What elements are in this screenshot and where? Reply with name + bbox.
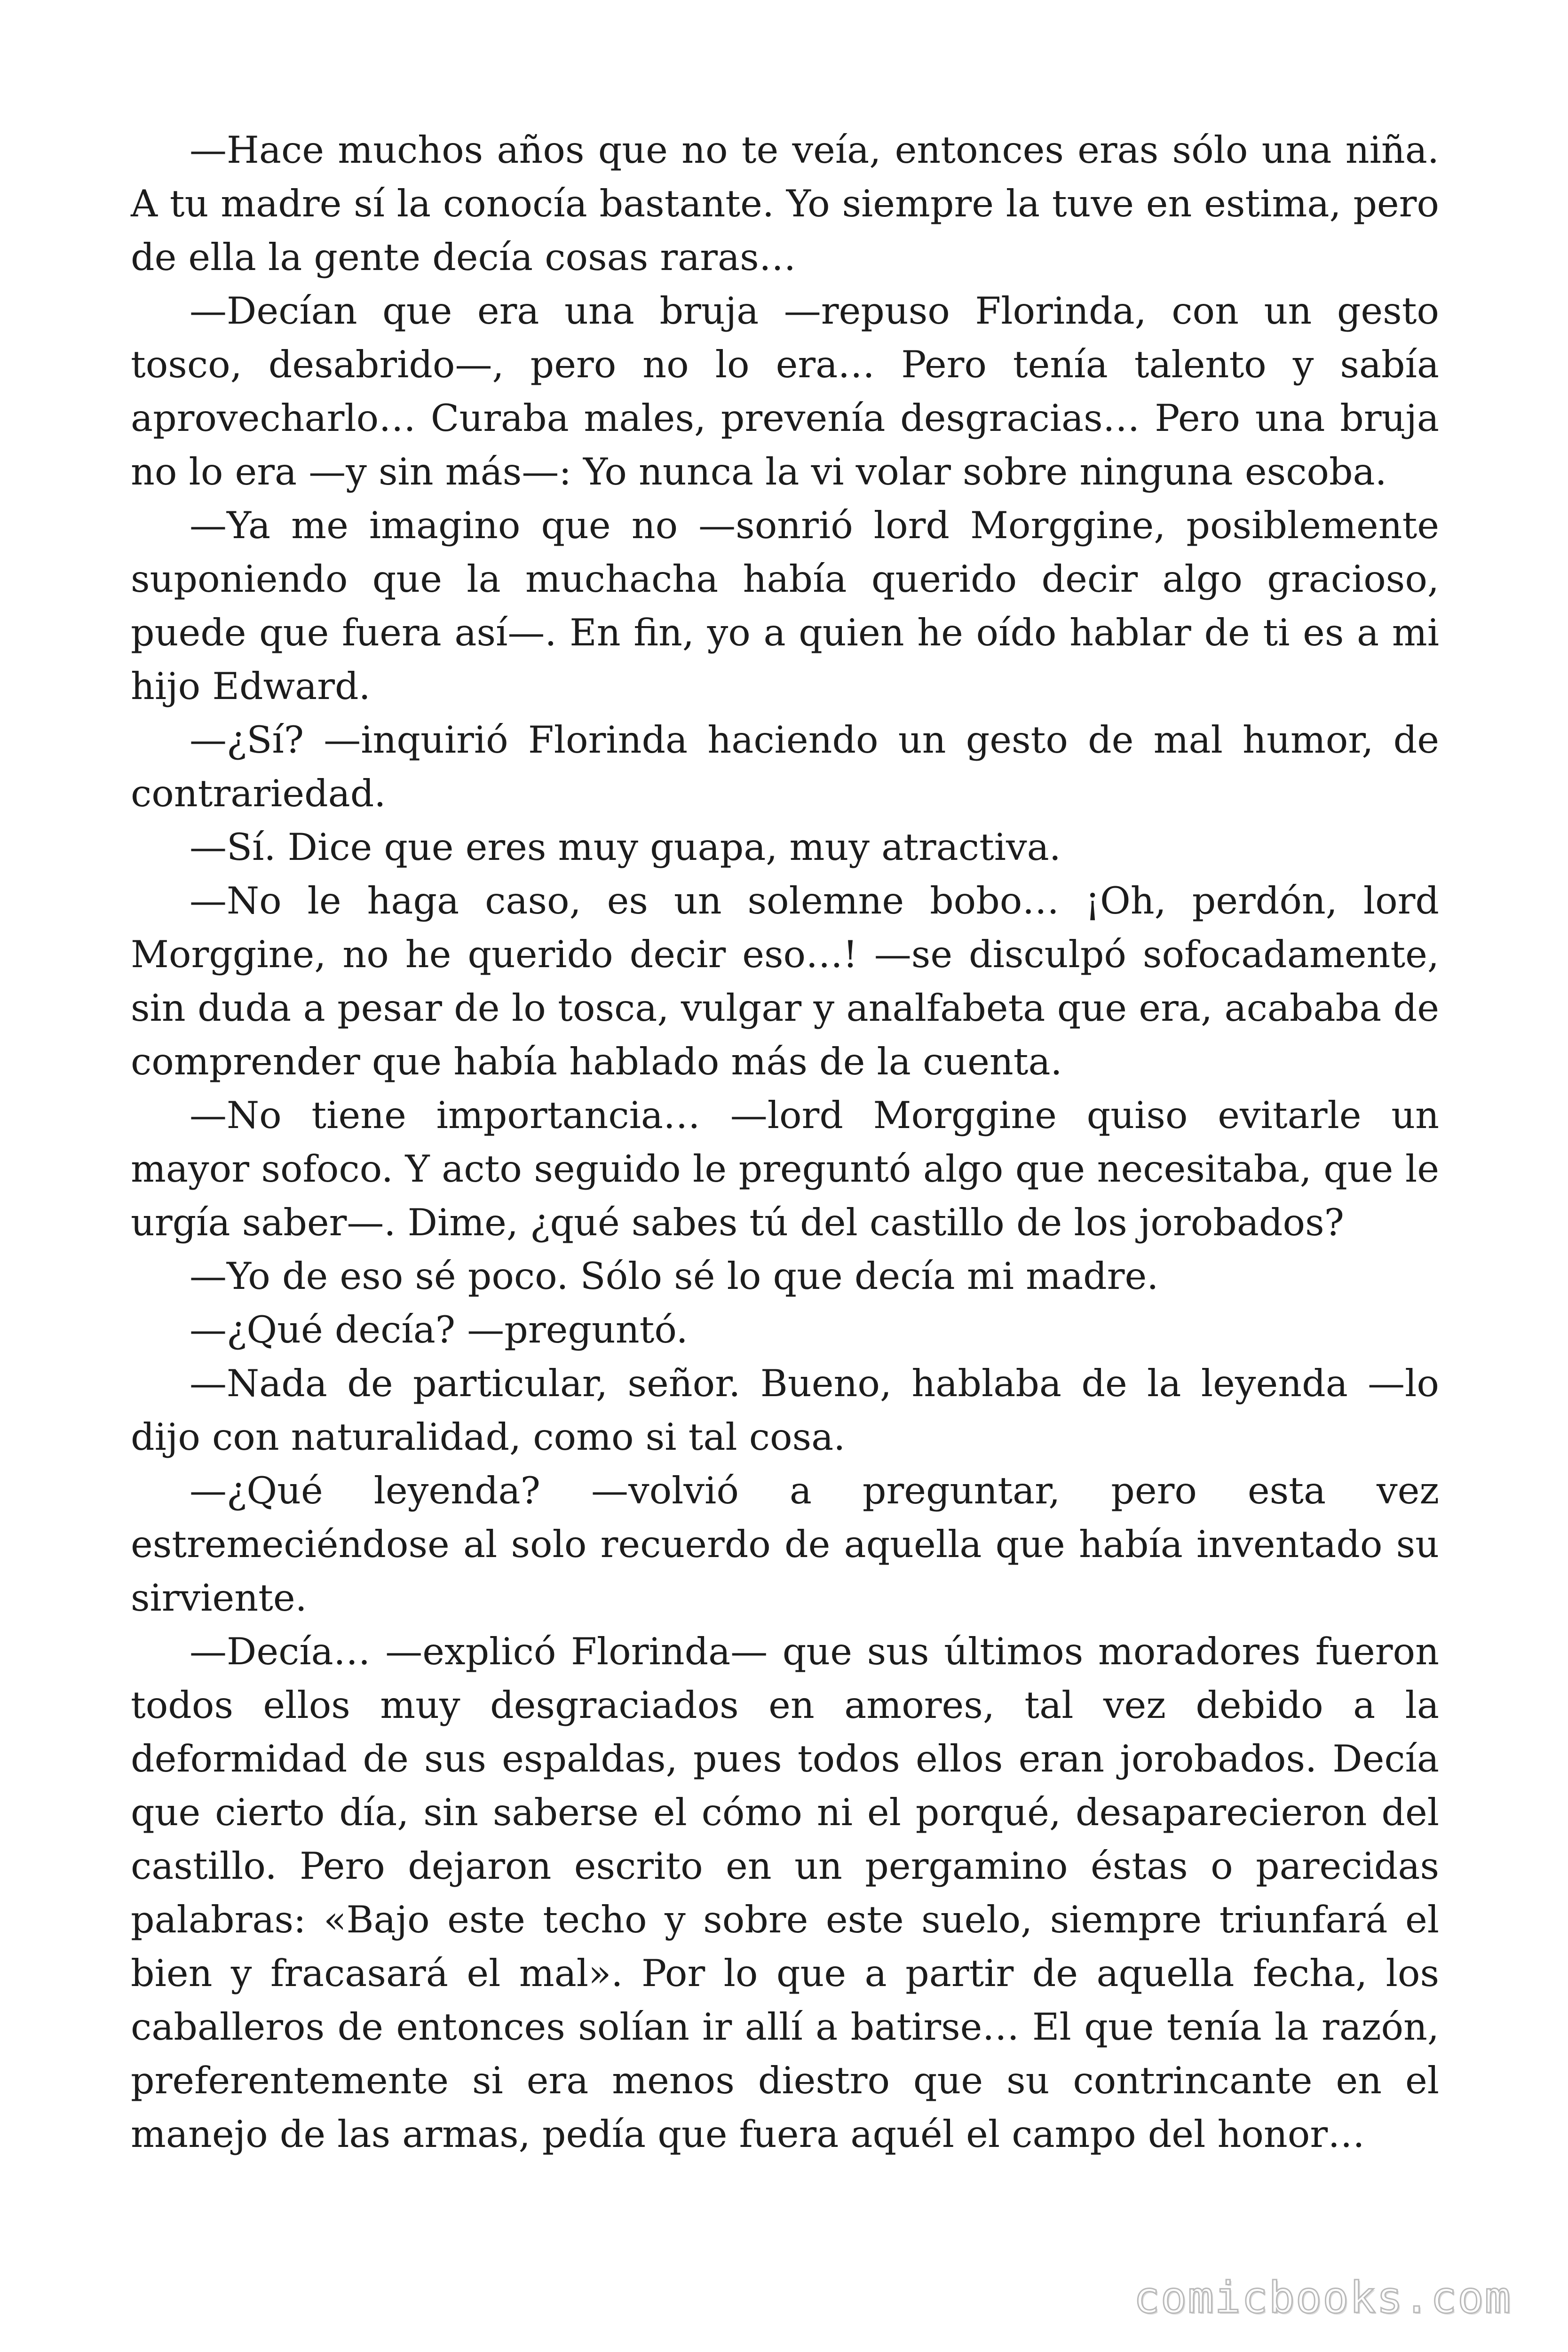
paragraph: —Nada de particular, señor. Bueno, hablaba de la leyenda —lo dijo con naturalidad, como si tal cosa. bbox=[131, 1362, 1439, 1459]
paragraph: —¿Sí? —inquirió Florinda haciendo un gesto de mal humor, de contrariedad. bbox=[131, 718, 1439, 815]
paragraph: —Sí. Dice que eres muy guapa, muy atractiva. bbox=[190, 826, 1061, 869]
paragraph: —¿Qué decía? —preguntó. bbox=[190, 1308, 688, 1351]
paragraph: —Decía… —explicó Florinda— que sus últimos moradores fueron todos ellos muy desgraciados en amores, tal vez debido a la deformidad de sus espaldas, pues todos ellos eran jorobados. Decía que cierto día, sin saberse el cómo ni el porqué, desaparecieron del castillo. Pero dejaron escrito en un pergamino éstas o parecidas palabras: «Bajo este techo y sobre este suelo, siempre triunfará el bien y fracasará el mal». Por lo que a partir de aquella fecha, los caballeros de entonces solían ir allí a batirse… El que tenía la razón, preferentemente si era menos diestro que su contrincante en el manejo de las armas, pedía que fuera aquél el campo del honor… bbox=[131, 1630, 1439, 2156]
paragraph: —No tiene importancia… —lord Morggine quiso evitarle un mayor sofoco. Y acto seguido le preguntó algo que necesitaba, que le urgía saber—. Dime, ¿qué sabes tú del castillo de los jorobados? bbox=[131, 1094, 1439, 1244]
paragraph: —Ya me imagino que no —sonrió lord Morggine, posiblemente suponiendo que la muchacha había querido decir algo gracioso, puede que fuera así—. En fin, yo a quien he oído hablar de ti es a mi hijo Edward. bbox=[131, 504, 1439, 708]
paragraph: —Hace muchos años que no te veía, entonces eras sólo una niña. A tu madre sí la conocía bastante. Yo siempre la tuve en estima, pero de ella la gente decía cosas raras… bbox=[131, 128, 1439, 279]
paragraph: —Yo de eso sé poco. Sólo sé lo que decía mi madre. bbox=[190, 1255, 1159, 1298]
paragraph: —¿Qué leyenda? —volvió a preguntar, pero esta vez estremeciéndose al solo recuerdo de aquella que había inventado su sirviente. bbox=[131, 1469, 1439, 1620]
body-text bbox=[131, 123, 1439, 2161]
watermark: comicbooks.com bbox=[1133, 2273, 1512, 2323]
paragraph: —No le haga caso, es un solemne bobo… ¡Oh, perdón, lord Morggine, no he querido decir eso…! —se disculpó sofocadamente, sin duda a pesar de lo tosca, vulgar y analfabeta que era, acababa de comprender que había hablado más de la cuenta. bbox=[131, 879, 1439, 1083]
paragraph: —Decían que era una bruja —repuso Florinda, con un gesto tosco, desabrido—, pero no lo era… Pero tenía talento y sabía aprovecharlo… Curaba males, prevenía desgracias… Pero una bruja no lo era —y sin más—: Yo nunca la vi volar sobre ninguna escoba. bbox=[131, 289, 1439, 493]
